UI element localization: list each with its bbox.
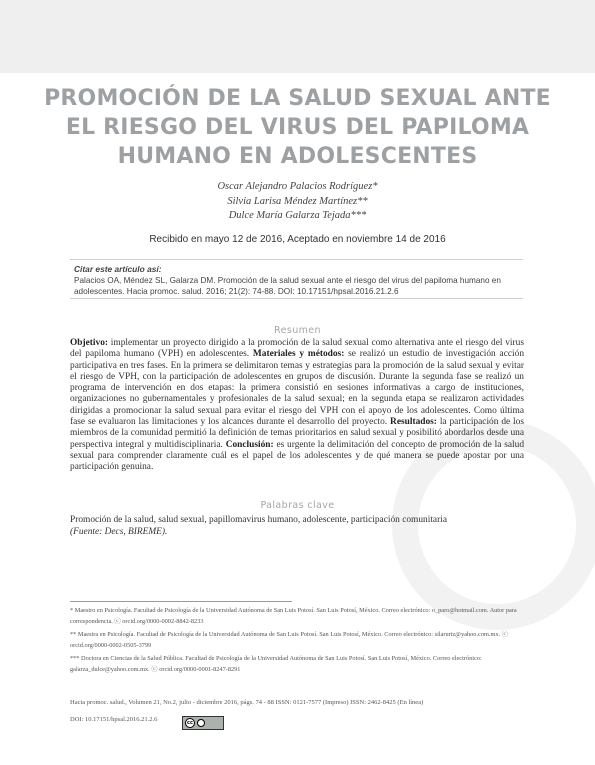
header-band: [0, 0, 595, 73]
author-list: [0, 180, 595, 224]
footnote: * Maestro en Psicología. Facultad de Psicología de la Universidad Autónoma de San Luis Potosí. San Luis Potosí, México. Correo electrónico: o_paro@hotmail.com. Autor para correspondencia. ⓒ orcid.org/0000-0002-8842-8233: [70, 607, 517, 625]
doi-link[interactable]: DOI: 10.17151/hpsal.2016.21.2.6: [70, 716, 158, 723]
cc-license-badge[interactable]: [182, 716, 224, 730]
footnote: *** Doctora en Ciencias de la Salud Pública. Facultad de Psicología de la Universidad Autónoma de San Luis Potosí. San Luis Potosí, México. Correo electrónico: galarza_dulce@yahoo.com.mx. ⓒ orcid.org/0000-0001-8247-8291: [70, 655, 482, 673]
resultados-text: la participación de los miembros de la comunidad permitió la definición de temas prioritarios en salud sexual y posibilitó abordarlos desde una perspectiva integral y multidisciplinaria.: [70, 417, 524, 450]
citation-text: Palacios OA, Méndez SL, Galarza DM. Promoción de la salud sexual ante el riesgo del virus del papiloma humano en adolescentes. Hacia promoc. salud. 2016; 21(2): 74-88. DOI: 10.17151/hpsal.2016.21.2.6: [74, 276, 501, 296]
citation-box: [70, 259, 523, 299]
footnotes: [70, 606, 530, 679]
cc-icon: cc: [185, 718, 195, 728]
title-line: HUMANO EN ADOLESCENTES: [117, 144, 478, 169]
citation-heading: Citar este artículo así:: [74, 264, 162, 274]
conclusion-label: Conclusión:: [225, 439, 274, 450]
conclusion-text: es urgente la delimitación del concepto de promoción de la salud sexual para comprender claramente cuál es el papel de los adolescentes y de qué manera se puede apostar por una participación genuina.: [70, 439, 525, 473]
article-title: [40, 84, 555, 171]
title-line: EL RIESGO DEL VIRUS DEL PAPILOMA: [65, 115, 530, 140]
author-name: Oscar Alejandro Palacios Rodríguez*: [217, 181, 378, 192]
author-name: Dulce María Galarza Tejada***: [228, 210, 367, 221]
journal-footer: Hacia promoc. salud., Volumen 21, No.2, julio - diciembre 2016, págs. 74 - 88 ISSN: 0121-7577 (Impreso) ISSN: 2462-8425 (En línea): [70, 699, 424, 706]
objetivo-label: Objetivo:: [70, 338, 109, 348]
keywords-text: Promoción de la salud, salud sexual, papillomavirus humano, adolescente, participación comunitaria: [70, 515, 447, 525]
resultados-label: Resultados:: [390, 417, 437, 428]
abstract-heading: Resumen: [274, 325, 321, 336]
metodos-text: se realizó un estudio de investigación acción participativa en tres fases. En la primera se delimitaron temas y estrategias para la promoción de la salud sexual y evitar el riesgo de VPH, con la participación de adolescentes en grupos de discusión. Durante la segunda fase se realizó un programa de intervención en dos etapas: la primera consistió en sesiones informativas a cargo de instituciones, organizaciones no gubernamentales y profesionales de la salud sexual; en la segunda etapa se realizaron actividades dirigidas a promocionar la salud sexual para evitar el riesgo del VPH con el apoyo de los adolescentes. Como última fase se evaluaron las limitaciones y los alcances durante el desarrollo del proyecto.: [70, 349, 525, 428]
objetivo-text: implementar un proyecto dirigido a la promoción de la salud sexual como alternativa ante el riesgo del virus del papiloma humano (VPH) en adolescentes.: [70, 338, 524, 360]
keywords-body: [70, 514, 524, 538]
abstract-body: [70, 338, 524, 474]
title-line: PROMOCIÓN DE LA SALUD SEXUAL ANTE: [44, 86, 551, 111]
footnote-divider: [70, 601, 292, 602]
author-name: Silvia Larisa Méndez Martínez**: [227, 195, 368, 207]
keywords-heading: Palabras clave: [260, 500, 335, 511]
metodos-label: Materiales y métodos:: [252, 349, 345, 360]
attribution-icon: [197, 719, 205, 727]
received-dates: Recibido en mayo 12 de 2016, Aceptado en noviembre 14 de 2016: [149, 234, 446, 245]
footnote: ** Maestra en Psicología. Facultad de Psicología de la Universidad Autónoma de San Luis Potosí. San Luis Potosí, México. Correo electrónico: silarurtz@yahoo.com.mx. ⓒ orcid.org/0000-0002-0505-3799: [70, 631, 508, 649]
keywords-source: (Fuente: Decs, BIREME).: [70, 527, 168, 537]
